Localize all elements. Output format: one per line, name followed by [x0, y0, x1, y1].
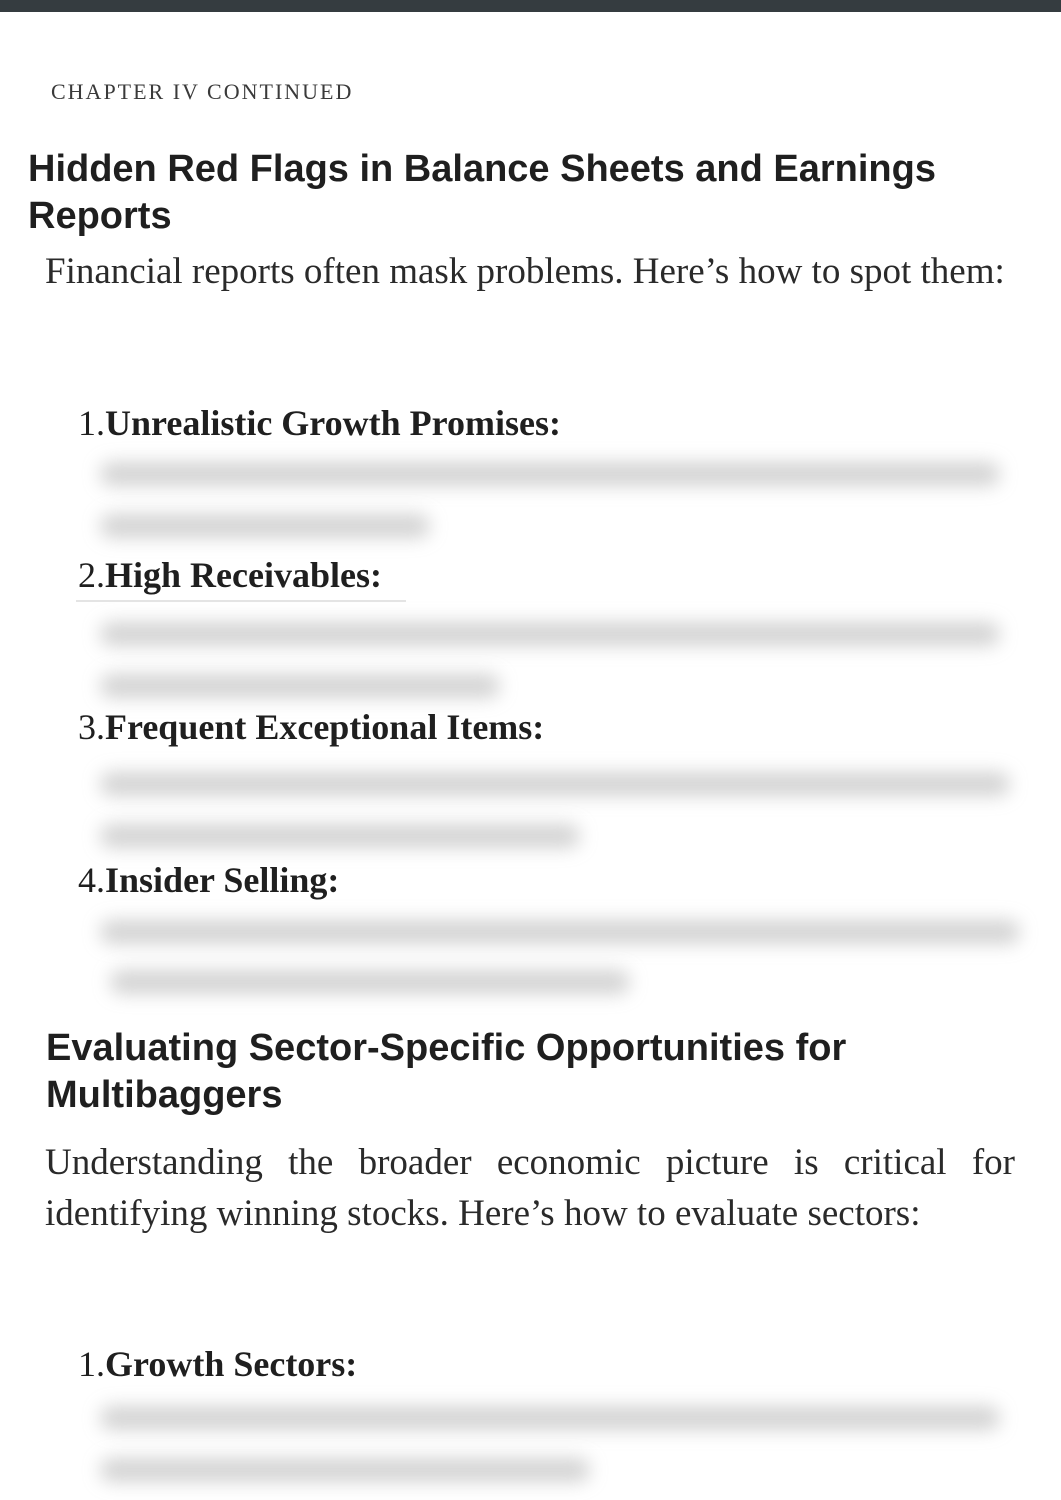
blurred-text-line: [100, 674, 500, 698]
top-bar: [0, 0, 1061, 12]
list-item-growth-sectors: [78, 1342, 357, 1386]
blurred-text-line: [100, 920, 1020, 944]
section-heading-red-flags: Hidden Red Flags in Balance Sheets and Earnings Reports: [28, 148, 936, 237]
list-number: 3.: [78, 707, 105, 747]
blurred-text-line: [100, 824, 580, 848]
blurred-text-line: [100, 462, 1000, 486]
blurred-text-line: [100, 622, 1000, 646]
list-item-high-receivables: [78, 553, 382, 597]
section-heading-sector-opportunities: Evaluating Sector-Specific Opportunities for Multibaggers: [46, 1027, 847, 1116]
list-item-insider-selling: [78, 858, 339, 902]
chapter-label: CHAPTER IV CONTINUED: [51, 79, 354, 104]
list-item-title: Growth Sectors:: [105, 1344, 358, 1384]
list-item-title: High Receivables:: [105, 555, 382, 595]
list-number: 1.: [78, 403, 105, 443]
list-item-title: Insider Selling:: [105, 860, 340, 900]
list-number: 1.: [78, 1344, 105, 1384]
divider: [76, 600, 406, 602]
section-intro-red-flags: Financial reports often mask problems. Here’s how to spot them:: [45, 251, 1005, 292]
list-item-unrealistic-growth: [78, 401, 561, 445]
list-item-exceptional-items: [78, 705, 544, 749]
blurred-text-line: [100, 1458, 590, 1482]
list-number: 2.: [78, 555, 105, 595]
blurred-text-line: [110, 970, 630, 994]
list-item-title: Frequent Exceptional Items:: [105, 707, 545, 747]
section-intro-sectors: Understanding the broader economic picture is critical for identifying winning stocks. Here’s how to evaluate sectors:: [45, 1142, 1015, 1234]
blurred-text-line: [100, 772, 1010, 796]
blurred-text-line: [100, 1406, 1000, 1430]
list-number: 4.: [78, 860, 105, 900]
blurred-text-line: [100, 514, 430, 538]
list-item-title: Unrealistic Growth Promises:: [105, 403, 561, 443]
